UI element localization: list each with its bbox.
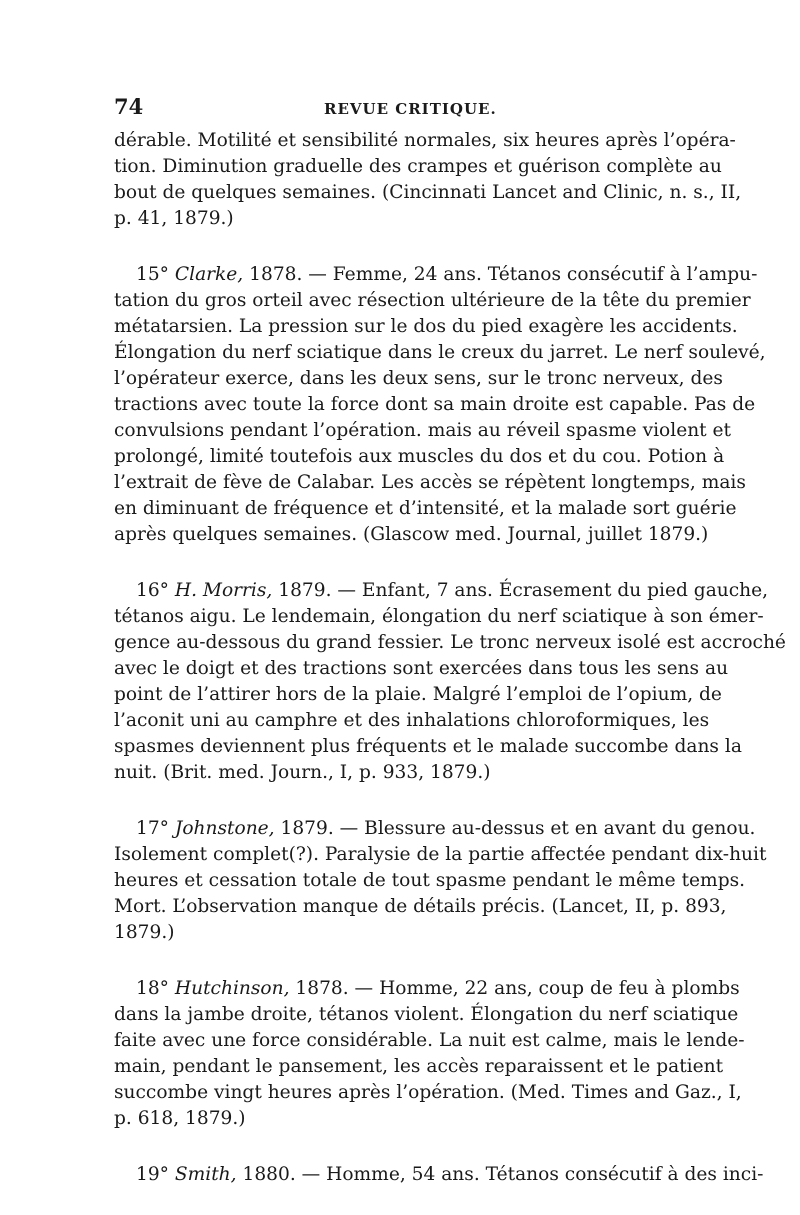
text-line: tion. Diminution graduelle des crampes et guérison complète au <box>114 156 722 177</box>
case-heading-line <box>136 578 769 604</box>
case-author: Smith, <box>174 1164 237 1185</box>
text-line: dans la jambe droite, tétanos violent. Élongation du nerf sciatique <box>114 1004 739 1025</box>
text-line: Mort. L’observation manque de détails précis. (Lancet, II, p. 893, <box>114 896 727 917</box>
case-heading-text: 1878. — Homme, 22 ans, coup de feu à plombs <box>295 978 740 999</box>
text-line: en diminuant de fréquence et d’intensité, et la malade sort guérie <box>114 498 737 519</box>
text-line: après quelques semaines. (Glascow med. Journal, juillet 1879.) <box>114 524 709 545</box>
text-line: avec le doigt et des tractions sont exercées dans tous les sens au <box>114 658 729 679</box>
text-line: spasmes deviennent plus fréquents et le malade succombe dans la <box>114 736 742 757</box>
case-heading-text: 1879. — Blessure au-dessus et en avant du genou. <box>280 818 756 839</box>
text-line: faite avec une force considérable. La nuit est calme, mais le lende- <box>114 1030 745 1051</box>
text-line: prolongé, limité toutefois aux muscles du dos et du cou. Potion à <box>114 446 725 467</box>
text-line: l’aconit uni au camphre et des inhalations chloroformiques, les <box>114 710 710 731</box>
text-line: convulsions pendant l’opération. mais au réveil spasme violent et <box>114 420 732 441</box>
page-header <box>114 94 684 124</box>
case-heading-line <box>136 976 740 1002</box>
case-heading-text: 1879. — Enfant, 7 ans. Écrasement du pied gauche, <box>278 580 769 601</box>
text-line: succombe vingt heures après l’opération. (Med. Times and Gaz., I, <box>114 1082 742 1103</box>
running-head: REVUE CRITIQUE. <box>324 100 497 118</box>
text-line: tractions avec toute la force dont sa main droite est capable. Pas de <box>114 394 756 415</box>
text-line: Élongation du nerf sciatique dans le creux du jarret. Le nerf soulevé, <box>114 342 766 363</box>
case-heading-text: 1878. — Femme, 24 ans. Tétanos consécutif à l’ampu- <box>249 264 758 285</box>
text-line: l’extrait de fève de Calabar. Les accès se répètent longtemps, mais <box>114 472 746 493</box>
text-line: tation du gros orteil avec résection ultérieure de la tête du premier <box>114 290 751 311</box>
text-line: dérable. Motilité et sensibilité normales, six heures après l’opéra- <box>114 130 736 151</box>
text-line: nuit. (Brit. med. Journ., I, p. 933, 1879.) <box>114 762 491 783</box>
text-line: tétanos aigu. Le lendemain, élongation du nerf sciatique à son émer- <box>114 606 764 627</box>
case-number: 19° <box>136 1164 169 1185</box>
page-number: 74 <box>114 94 144 119</box>
text-line: 1879.) <box>114 922 175 943</box>
case-author: Clarke, <box>174 264 244 285</box>
text-line: p. 618, 1879.) <box>114 1108 246 1129</box>
case-author: H. Morris, <box>174 580 273 601</box>
text-line: p. 41, 1879.) <box>114 208 234 229</box>
text-line: gence au-dessous du grand fessier. Le tronc nerveux isolé est accroché <box>114 632 786 653</box>
text-line: main, pendant le pansement, les accès reparaissent et le patient <box>114 1056 724 1077</box>
case-author: Johnstone, <box>174 818 275 839</box>
case-heading-line <box>136 816 756 842</box>
text-line: métatarsien. La pression sur le dos du pied exagère les accidents. <box>114 316 738 337</box>
case-number: 17° <box>136 818 169 839</box>
case-number: 16° <box>136 580 169 601</box>
case-heading-line <box>136 1162 764 1188</box>
text-line: heures et cessation totale de tout spasme pendant le même temps. <box>114 870 746 891</box>
text-line: bout de quelques semaines. (Cincinnati Lancet and Clinic, n. s., II, <box>114 182 742 203</box>
text-line: Isolement complet(?). Paralysie de la partie affectée pendant dix-huit <box>114 844 767 865</box>
case-heading-text: 1880. — Homme, 54 ans. Tétanos consécutif à des inci- <box>242 1164 764 1185</box>
case-number: 18° <box>136 978 169 999</box>
case-author: Hutchinson, <box>174 978 290 999</box>
case-heading-line <box>136 262 758 288</box>
text-line: point de l’attirer hors de la plaie. Malgré l’emploi de l’opium, de <box>114 684 722 705</box>
text-line: l’opérateur exerce, dans les deux sens, sur le tronc nerveux, des <box>114 368 723 389</box>
case-number: 15° <box>136 264 169 285</box>
